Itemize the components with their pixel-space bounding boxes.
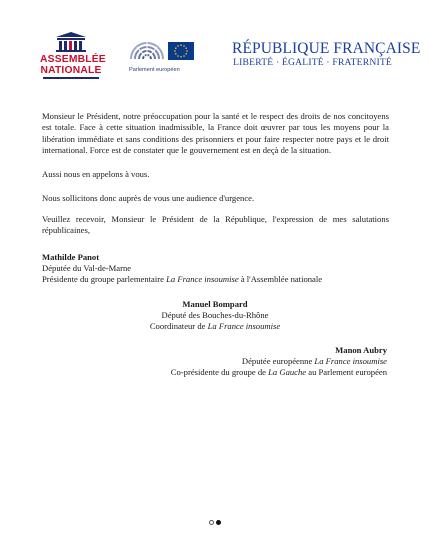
assemblee-line1: ASSEMBLÉE bbox=[40, 54, 106, 65]
republic-motto: LIBERTÉ · ÉGALITÉ · FRATERNITÉ bbox=[233, 57, 392, 68]
page-dot-2-active[interactable] bbox=[216, 520, 221, 525]
title-emphasis: La France insoumise bbox=[166, 274, 239, 285]
assemblee-line2: NATIONALE bbox=[40, 65, 102, 76]
signature-aubry bbox=[171, 345, 387, 379]
assemblee-underline bbox=[43, 77, 99, 79]
page-indicator bbox=[209, 520, 223, 526]
hemicycle-icon bbox=[128, 33, 166, 61]
signatory-name: Mathilde Panot bbox=[42, 252, 100, 262]
eu-flag-icon bbox=[168, 42, 194, 60]
parlement-europeen-logo bbox=[128, 33, 194, 85]
signatory-name: Manon Aubry bbox=[335, 345, 387, 355]
signature-bompard bbox=[100, 299, 330, 333]
assemblee-nationale-logo bbox=[40, 31, 106, 83]
role-text: Députée européenne bbox=[241, 356, 315, 367]
signatory-title bbox=[171, 367, 387, 378]
title-emphasis: La Gauche bbox=[268, 367, 307, 378]
title-text: Coordinateur de bbox=[149, 321, 208, 332]
signatory-role bbox=[171, 356, 387, 367]
republique-francaise-header bbox=[232, 40, 421, 69]
signature-panot bbox=[42, 252, 322, 286]
page-dot-1[interactable] bbox=[209, 520, 214, 525]
body-paragraph-3: Nous sollicitons donc auprès de vous une audience d'urgence. bbox=[42, 193, 255, 203]
signatory-role: Députée du Val-de-Marne bbox=[42, 263, 132, 274]
signatory-name: Manuel Bompard bbox=[182, 299, 248, 309]
signatory-title bbox=[42, 274, 322, 285]
title-text: Co-présidente du groupe de bbox=[170, 367, 269, 378]
title-text-end: à l'Assemblée nationale bbox=[238, 274, 323, 285]
body-paragraph-2: Aussi nous en appelons à vous. bbox=[42, 169, 150, 179]
assemblee-emblem-icon bbox=[53, 31, 89, 53]
role-emphasis: La France insoumise bbox=[314, 356, 387, 367]
republic-title: RÉPUBLIQUE FRANÇAISE bbox=[232, 40, 421, 57]
title-text: Présidente du groupe parlementaire bbox=[42, 274, 167, 285]
body-paragraph-4: Veuillez recevoir, Monsieur le Président de la République, l'expression de mes salutations républicaines, bbox=[42, 214, 389, 236]
signatory-role: Député des Bouches-du-Rhône bbox=[161, 310, 269, 321]
signatory-title bbox=[100, 321, 330, 332]
body-paragraph-1: Monsieur le Président, notre préoccupation pour la santé et le respect des droits de nos concitoyens est totale. Face à cette situation inadmissible, la France doit œuvrer par tous les moyens pour la libération immédiate et sans conditions des prisonniers et pour faire respecter notre pays et le droit international. Force est de constater que le gouvernement est en deçà de la situation. bbox=[42, 111, 389, 156]
title-emphasis: La France insoumise bbox=[207, 321, 281, 332]
parlement-caption: Parlement européen bbox=[129, 67, 180, 73]
title-text-end: au Parlement européen bbox=[306, 367, 387, 378]
